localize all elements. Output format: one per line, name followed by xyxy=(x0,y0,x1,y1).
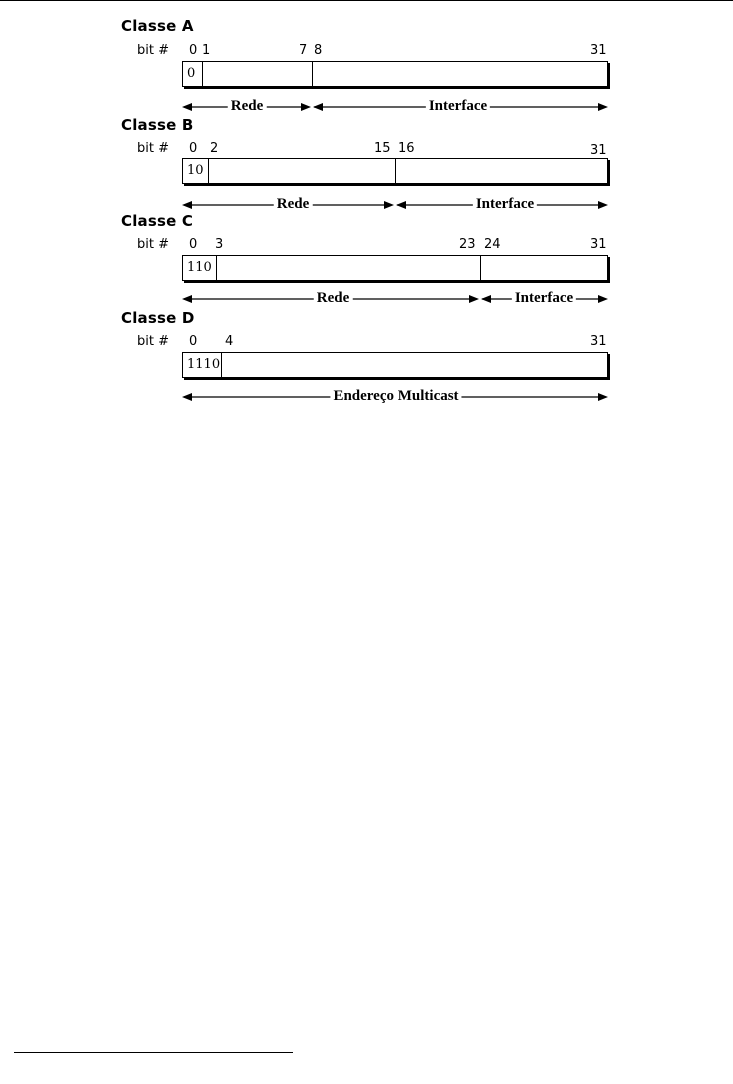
field-label: Rede xyxy=(274,195,313,213)
bit-label: bit # xyxy=(137,141,169,156)
class-c-title: Classe C xyxy=(121,212,194,230)
bit-label: bit # xyxy=(137,43,169,58)
field-label: Endereço Multicast xyxy=(330,387,461,405)
field-arrows xyxy=(182,292,608,306)
address-register xyxy=(182,61,608,87)
field-divider xyxy=(480,256,481,280)
arrow-lines xyxy=(182,198,608,212)
bit-number: 31 xyxy=(590,334,607,349)
top-rule xyxy=(0,0,733,1)
field-label: Interface xyxy=(473,195,537,213)
prefix-cell: 1110 xyxy=(183,353,222,377)
field-label: Rede xyxy=(228,97,267,115)
address-register xyxy=(182,255,608,281)
field-arrows xyxy=(182,198,608,212)
bit-number: 0 xyxy=(189,237,198,252)
bit-number: 31 xyxy=(590,143,607,158)
bit-number: 0 xyxy=(189,43,198,58)
prefix-cell: 10 xyxy=(183,159,209,183)
address-register xyxy=(182,352,608,378)
address-register xyxy=(182,158,608,184)
bit-number: 4 xyxy=(225,334,234,349)
field-label: Interface xyxy=(426,97,490,115)
field-divider xyxy=(312,62,313,86)
prefix-cell: 0 xyxy=(183,62,203,86)
bit-number: 3 xyxy=(215,237,224,252)
bit-number: 15 xyxy=(374,141,391,156)
bit-number: 24 xyxy=(484,237,501,252)
footnote-rule xyxy=(14,1052,293,1053)
bit-number: 8 xyxy=(314,43,323,58)
bit-number: 2 xyxy=(210,141,219,156)
field-arrows xyxy=(182,390,608,404)
bit-label: bit # xyxy=(137,334,169,349)
bit-number: 1 xyxy=(202,43,211,58)
class-d-title: Classe D xyxy=(121,309,195,327)
bit-number: 16 xyxy=(398,141,415,156)
field-label: Rede xyxy=(314,289,353,307)
bit-label: bit # xyxy=(137,237,169,252)
class-b-title: Classe B xyxy=(121,116,194,134)
bit-number: 0 xyxy=(189,141,198,156)
field-divider xyxy=(395,159,396,183)
field-arrows xyxy=(182,100,608,114)
class-a-title: Classe A xyxy=(121,17,194,35)
bit-number: 23 xyxy=(459,237,476,252)
field-label: Interface xyxy=(512,289,576,307)
bit-number: 0 xyxy=(189,334,198,349)
prefix-cell: 110 xyxy=(183,256,217,280)
bit-number: 31 xyxy=(590,43,607,58)
bit-number: 7 xyxy=(299,43,308,58)
bit-number: 31 xyxy=(590,237,607,252)
